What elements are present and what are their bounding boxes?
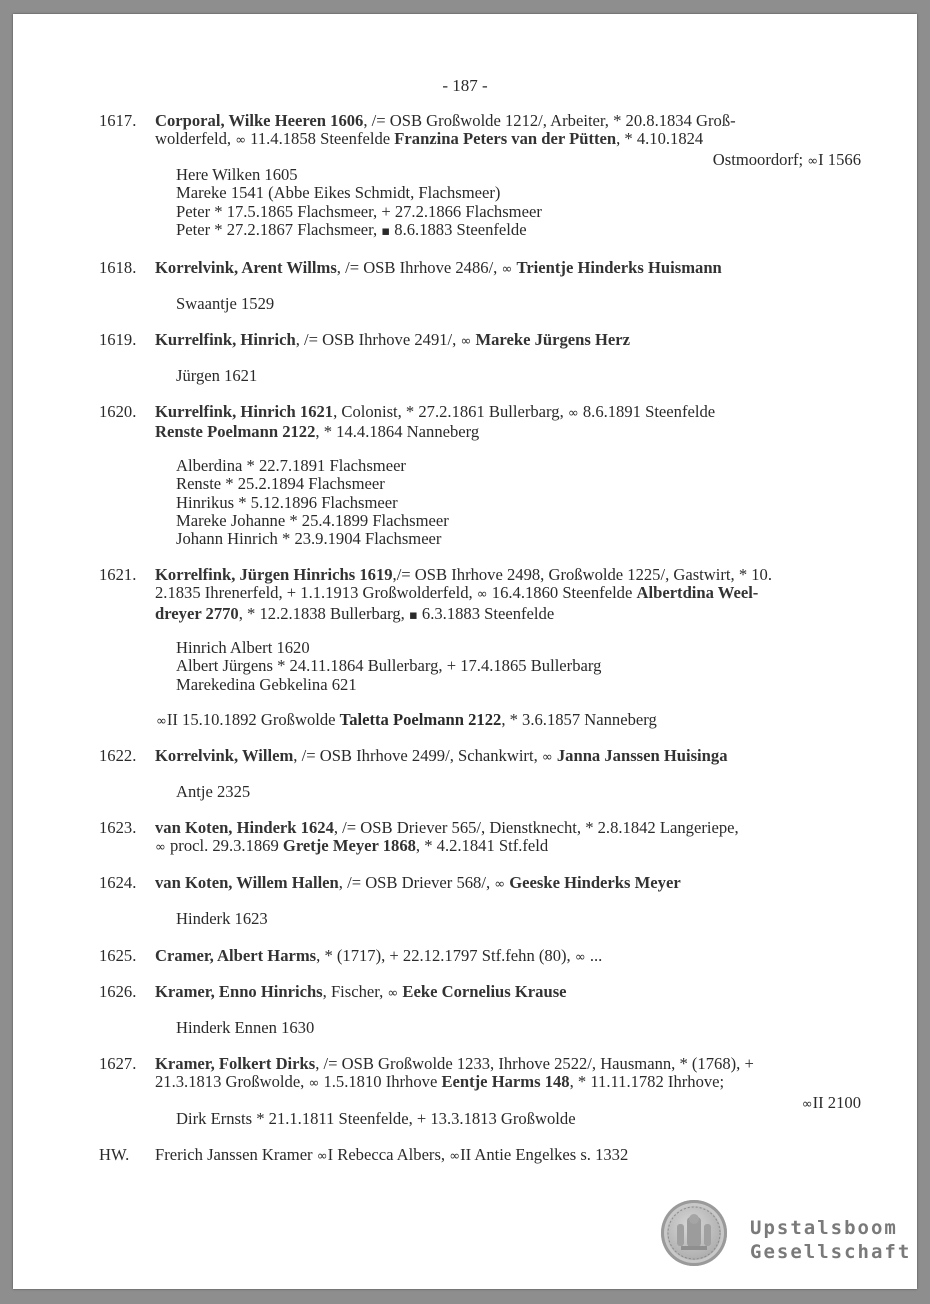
entry-text: II Antie Engelkes s. 1332 bbox=[460, 1145, 629, 1164]
marriage-symbol: ∞ bbox=[460, 334, 472, 349]
entry-1623 bbox=[99, 819, 861, 858]
entry-text: ... bbox=[585, 946, 603, 965]
entry-text: II 2100 bbox=[812, 1092, 861, 1112]
entry-1625 bbox=[99, 947, 861, 967]
marriage-symbol: ∞ bbox=[156, 714, 167, 729]
entry-text: 1.5.1810 Ihrhove bbox=[319, 1072, 442, 1092]
entry-hw bbox=[99, 1146, 861, 1166]
entry-text: , Fischer, bbox=[322, 982, 388, 1001]
spouse-name: Geeske Hinderks Meyer bbox=[509, 873, 681, 892]
child-entry: Hinrikus * 5.12.1896 Flachsmeer bbox=[176, 492, 398, 512]
spouse-name: Renste Poelmann 2122 bbox=[155, 422, 316, 442]
children-list bbox=[176, 295, 274, 313]
children-list bbox=[176, 367, 257, 385]
child-entry: Hinrich Albert 1620 bbox=[176, 638, 310, 657]
entry-text: 2.1835 Ihrenerfeld, + 1.1.1913 Großwolderfeld, bbox=[155, 583, 477, 603]
page-number: - 187 - bbox=[442, 76, 488, 95]
person-name: Korrelvink, Arent Willms bbox=[155, 258, 337, 277]
spouse-name: Eentje Harms 148 bbox=[441, 1072, 570, 1092]
entry-1618 bbox=[99, 259, 861, 279]
entry-number: 1625. bbox=[99, 946, 137, 965]
person-name: Kurrelfink, Hinrich 1621 bbox=[155, 402, 334, 421]
entry-1620 bbox=[99, 403, 861, 442]
entry-text: , /= OSB Großwolde 1212/, Arbeiter, * 20.8.1834 Groß- bbox=[363, 111, 736, 130]
entry-number: 1622. bbox=[99, 746, 137, 765]
children-list bbox=[176, 1019, 314, 1037]
child-entry: Dirk Ernsts * 21.1.1811 Steenfelde, + 13.3.1813 Großwolde bbox=[176, 1109, 576, 1128]
spouse-name: Eeke Cornelius Krause bbox=[402, 982, 567, 1001]
entry-text: , * 12.2.1838 Bullerbarg, bbox=[238, 603, 409, 623]
entry-text: Ostmoordorf; bbox=[712, 149, 808, 169]
entry-text: , /= OSB Ihrhove 2499/, Schankwirt, bbox=[293, 746, 542, 765]
entry-text: I Rebecca Albers, bbox=[327, 1145, 450, 1164]
burial-symbol: ▪ bbox=[408, 607, 418, 623]
entry-text: , * 11.11.1782 Ihrhove; bbox=[569, 1072, 725, 1092]
children-list bbox=[176, 910, 268, 928]
marriage-symbol: ∞ bbox=[807, 153, 819, 169]
entry-text: wolderfeld, bbox=[155, 129, 236, 149]
entry-1617 bbox=[99, 112, 861, 171]
entry-text: , /= OSB Driever 565/, Dienstknecht, * 2.8.1842 Langeriepe, bbox=[333, 818, 739, 837]
child-entry: Hinderk 1623 bbox=[176, 909, 268, 928]
entry-number: 1620. bbox=[99, 402, 137, 421]
child-entry: Albert Jürgens * 24.11.1864 Bullerbarg, + 17.4.1865 Bullerbarg bbox=[176, 656, 602, 676]
entry-1627 bbox=[99, 1055, 861, 1114]
child-entry: Mareke Johanne * 25.4.1899 Flachsmeer bbox=[176, 510, 449, 530]
spouse-name: Albertdina Weel- bbox=[636, 583, 759, 603]
entry-text: 8.6.1891 Steenfelde bbox=[578, 402, 716, 421]
entry-text: 11.4.1858 Steenfelde bbox=[246, 129, 395, 149]
entry-text: 6.3.1883 Steenfelde bbox=[417, 603, 555, 623]
marriage-symbol: ∞ bbox=[541, 750, 553, 765]
child-entry: Jürgen 1621 bbox=[176, 366, 258, 385]
entry-1619 bbox=[99, 331, 861, 351]
marriage-symbol: ∞ bbox=[155, 840, 166, 856]
children-list bbox=[176, 639, 601, 694]
entry-text: , * 4.10.1824 bbox=[616, 129, 704, 149]
person-name: Cramer, Albert Harms bbox=[155, 946, 317, 965]
organization-logo-text bbox=[750, 1216, 911, 1264]
children-list bbox=[176, 166, 542, 241]
entry-number: 1624. bbox=[99, 873, 137, 892]
entry-number: 1627. bbox=[99, 1054, 137, 1073]
entry-1624 bbox=[99, 874, 861, 894]
marriage-symbol: ∞ bbox=[308, 1076, 320, 1092]
marriage-symbol: ∞ bbox=[494, 877, 506, 892]
entry-text: , /= OSB Großwolde 1233, Ihrhove 2522/, Hausmann, * (1768), + bbox=[315, 1054, 754, 1073]
child-entry: Here Wilken 1605 bbox=[176, 165, 298, 184]
entry-text: , /= OSB Ihrhove 2486/, bbox=[336, 258, 502, 277]
marriage-symbol: ∞ bbox=[387, 986, 399, 1001]
person-name: Korrelvink, Willem bbox=[155, 746, 294, 765]
entry-number: 1623. bbox=[99, 818, 137, 837]
entry-text: II 15.10.1892 Großwolde bbox=[166, 710, 340, 729]
entry-number: 1626. bbox=[99, 982, 137, 1001]
entry-text: , * 14.4.1864 Nanneberg bbox=[315, 422, 480, 442]
entry-number: 1619. bbox=[99, 330, 137, 349]
entry-text: Frerich Janssen Kramer bbox=[155, 1145, 317, 1164]
entry-text: , Colonist, * 27.2.1861 Bullerbarg, bbox=[333, 402, 568, 421]
burial-symbol: ▪ bbox=[381, 223, 391, 239]
person-name: van Koten, Willem Hallen bbox=[155, 873, 339, 892]
child-entry: Antje 2325 bbox=[176, 782, 251, 801]
marriage-symbol: ∞ bbox=[567, 406, 579, 421]
second-marriage bbox=[156, 711, 657, 731]
seal-logo-icon bbox=[661, 1200, 727, 1266]
child-entry: Hinderk Ennen 1630 bbox=[176, 1018, 315, 1037]
entry-text: ,/= OSB Ihrhove 2498, Großwolde 1225/, Gastwirt, * 10. bbox=[392, 565, 773, 584]
entry-text: , * 4.2.1841 Stf.feld bbox=[415, 836, 549, 856]
entry-text: , * 3.6.1857 Nanneberg bbox=[501, 710, 657, 729]
child-entry: Peter * 27.2.1867 Flachsmeer, ▪ 8.6.1883 Steenfelde bbox=[176, 219, 527, 239]
child-entry: Swaantje 1529 bbox=[176, 294, 275, 313]
children-list bbox=[176, 1110, 576, 1128]
entry-number: HW. bbox=[99, 1145, 130, 1164]
spouse-name: Trientje Hinderks Huismann bbox=[516, 258, 722, 277]
entry-text: , /= OSB Driever 568/, bbox=[338, 873, 495, 892]
marriage-symbol: ∞ bbox=[801, 1096, 813, 1112]
marriage-symbol: ∞ bbox=[476, 587, 488, 603]
person-name: van Koten, Hinderk 1624 bbox=[155, 818, 334, 837]
entry-number: 1621. bbox=[99, 565, 137, 584]
spouse-name: Franzina Peters van der Pütten bbox=[394, 129, 617, 149]
spouse-name-cont: dreyer 2770 bbox=[155, 603, 239, 623]
spouse-name: Taletta Poelmann 2122 bbox=[339, 710, 502, 729]
person-name: Corporal, Wilke Heeren 1606 bbox=[155, 111, 364, 130]
marriage-symbol: ∞ bbox=[449, 1149, 461, 1164]
child-entry: Renste * 25.2.1894 Flachsmeer bbox=[176, 474, 385, 494]
marriage-symbol: ∞ bbox=[574, 950, 586, 965]
entry-text: I 1566 bbox=[818, 149, 861, 169]
child-entry: Johann Hinrich * 23.9.1904 Flachsmeer bbox=[176, 529, 442, 549]
spouse-name: Gretje Meyer 1868 bbox=[282, 836, 416, 856]
entry-1626 bbox=[99, 983, 861, 1003]
person-name: Kurrelfink, Hinrich bbox=[155, 330, 296, 349]
entry-text: 21.3.1813 Großwolde, bbox=[155, 1072, 309, 1092]
entry-text: procl. 29.3.1869 bbox=[165, 836, 283, 856]
child-entry: Marekedina Gebkelina 621 bbox=[176, 674, 357, 694]
entry-1622 bbox=[99, 747, 861, 767]
entry-text: , * (1717), + 22.12.1797 Stf.fehn (80), bbox=[316, 946, 575, 965]
logo-line-1: Upstalsboom bbox=[750, 1217, 898, 1239]
entry-text: , /= OSB Ihrhove 2491/, bbox=[295, 330, 461, 349]
child-entry: Mareke 1541 (Abbe Eikes Schmidt, Flachsmeer) bbox=[176, 183, 501, 203]
person-name: Kramer, Folkert Dirks bbox=[155, 1054, 316, 1073]
entry-text: 16.4.1860 Steenfelde bbox=[487, 583, 637, 603]
spouse-name: Mareke Jürgens Herz bbox=[475, 330, 630, 349]
person-name: Kramer, Enno Hinrichs bbox=[155, 982, 323, 1001]
marriage-symbol: ∞ bbox=[316, 1149, 328, 1164]
children-list bbox=[176, 783, 250, 801]
child-entry: Alberdina * 22.7.1891 Flachsmeer bbox=[176, 456, 406, 475]
child-entry: Peter * 17.5.1865 Flachsmeer, + 27.2.1866 Flachsmeer bbox=[176, 201, 542, 221]
marriage-symbol: ∞ bbox=[235, 133, 247, 149]
marriage-symbol: ∞ bbox=[501, 262, 513, 277]
children-list bbox=[176, 457, 449, 548]
spouse-name: Janna Janssen Huisinga bbox=[556, 746, 728, 765]
document-page bbox=[13, 14, 917, 1289]
person-name: Korrelfink, Jürgen Hinrichs 1619 bbox=[155, 565, 393, 584]
entry-number: 1618. bbox=[99, 258, 137, 277]
entry-number: 1617. bbox=[99, 111, 137, 130]
logo-line-2: Gesellschaft bbox=[750, 1241, 912, 1263]
entry-1621 bbox=[99, 566, 861, 625]
